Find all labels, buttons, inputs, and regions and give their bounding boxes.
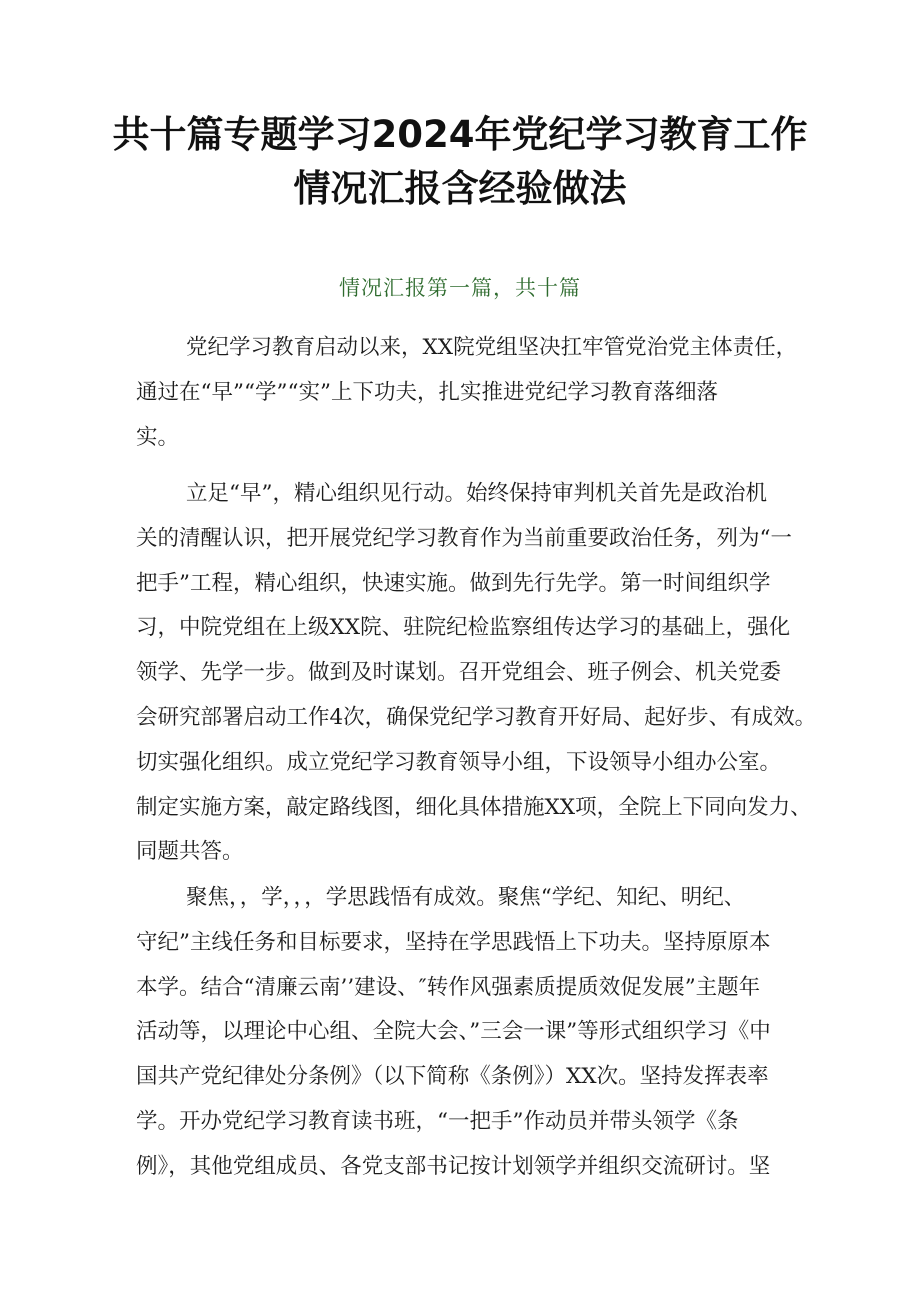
paragraph-line: 本学。结合“清廉云南’’建设、″转作风强素质提质效促发展”主题年 <box>136 974 761 1000</box>
section-subtitle: 情况汇报第一篇，共十篇 <box>339 276 581 300</box>
paragraph-study <box>136 876 796 1190</box>
paragraph-line: 例》，其他党组成员、各党支部书记按计划领学并组织交流研讨。坚 <box>136 1153 771 1179</box>
document-title <box>60 108 860 216</box>
paragraph-line: 关的清醒认识，把开展党纪学习教育作为当前重要政治任务，列为“一 <box>136 525 792 551</box>
paragraph-line: 切实强化组织。成立党纪学习教育领导小组，下设领导小组办公室。 <box>136 749 782 775</box>
document-title-line: 共十篇专题学习2024年党纪学习教育工作 <box>112 113 808 156</box>
paragraph-line: 活动等，以理论中心组、全院大会、”三会一课”等形式组织学习《中 <box>136 1019 771 1045</box>
paragraph-line: 国共产党纪律处分条例》（以下简称《条例》）XX次。坚持发挥表率 <box>136 1064 769 1090</box>
paragraph-line: 通过在“早”“学”“实”上下功夫，扎实推进党纪学习教育落细落 <box>136 379 718 405</box>
paragraph-line: 领学、先学一步。做到及时谋划。召开党组会、班子例会、机关党委 <box>136 660 782 686</box>
paragraph-line: 制定实施方案，敲定路线图，细化具体措施XX项，全院上下同向发力、 <box>136 794 812 820</box>
paragraph-line: 习，中院党组在上级XX院、驻院纪检监察组传达学习的基础上，强化 <box>136 615 791 641</box>
paragraph-line: 党纪学习教育启动以来，XX院党组坚决扛牢管党治党主体责任， <box>186 335 798 360</box>
paragraph-line: 同题共答。 <box>136 839 244 865</box>
paragraph-line: 立足“早”，精心组织见行动。始终保持审判机关首先是政治机 <box>186 481 767 506</box>
paragraph-line: 会研究部署启动工作4次，确保党纪学习教育开好局、起好步、有成效。 <box>136 704 817 730</box>
paragraph-line: 把手”工程，精心组织，快速实施。做到先行先学。第一时间组织学 <box>136 570 771 596</box>
paragraph-line: 守纪”主线任务和目标要求，坚持在学思践悟上下功夫。坚持原原本 <box>136 929 771 955</box>
paragraph-line: 实。 <box>136 424 180 450</box>
paragraph-intro <box>136 326 796 460</box>
paragraph-line: 聚焦，，学，，，学思践悟有成效。聚焦“学纪、知纪、明纪、 <box>186 885 746 910</box>
paragraph-early <box>136 472 817 875</box>
paragraph-line: 学。开办党纪学习教育读书班，“一把手”作动员并带头领学《条 <box>136 1108 739 1134</box>
document-title-line: 情况汇报含经验做法 <box>293 167 627 210</box>
